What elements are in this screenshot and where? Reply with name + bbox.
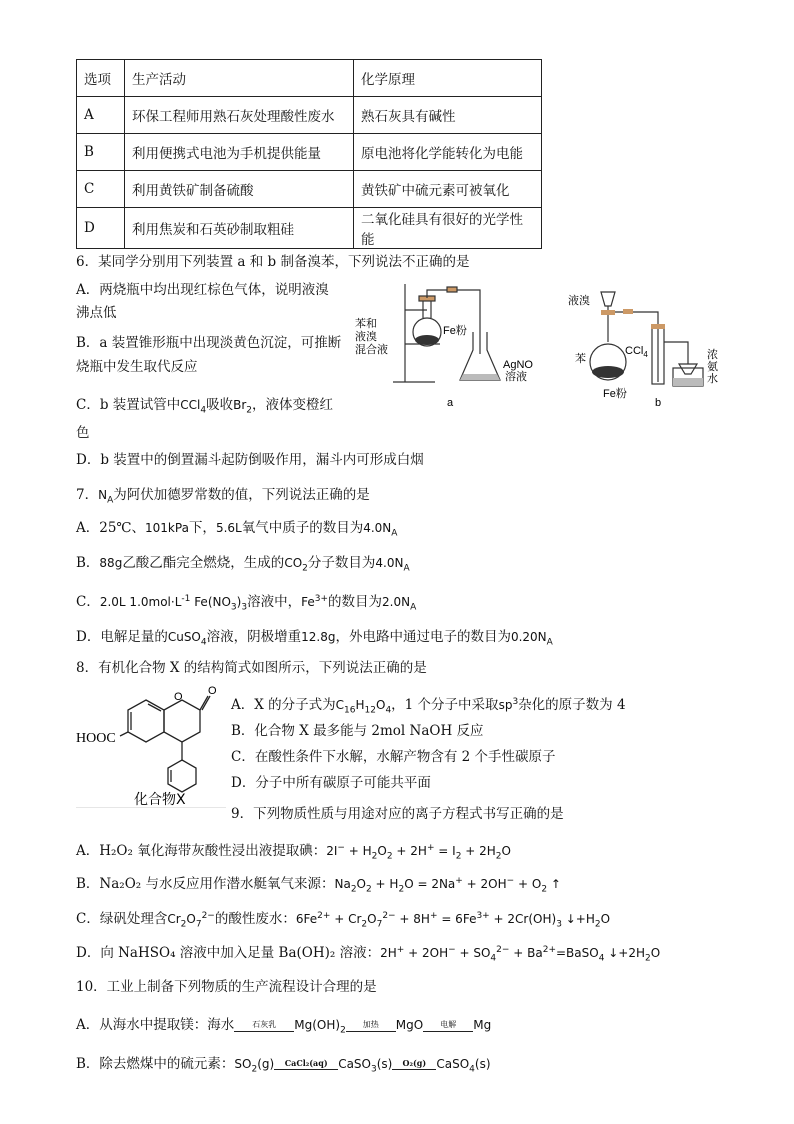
text: ，液体变橙红 xyxy=(252,397,333,413)
q10-option-b: B．除去燃煤中的硫元素：$SO_2(g)$ CaCl₂(aq) CaSO$_3$(s) O₂(g) CaSO$_4$(s) xyxy=(76,1056,491,1075)
q7-option-d: D．电解足量的CuSO$_4$溶液，阴极增重12.8g，外电路中通过电子的数目为$0.20N_A$ xyxy=(76,629,553,648)
text: C．b 装置试管中 xyxy=(76,397,181,413)
table-cell: 熟石灰具有碱性 xyxy=(354,97,542,134)
text: B． xyxy=(76,555,100,571)
text: 分子数目为 xyxy=(307,555,376,571)
q9-option-c: C．绿矾处理含$Cr_2O_7^{2-}$的酸性废水：$6Fe^{2+} + Cr_2O_7^{2-} + 8H^+ = 6Fe^{3+} + 2Cr(OH)_3$ $↓+H_2O$ xyxy=(76,911,611,930)
text: 溶液中， xyxy=(247,594,302,610)
q9-stem: 9．下列物质性质与用途对应的离子方程式书写正确的是 xyxy=(231,806,564,822)
arrow-reagent-lime: 石灰乳 xyxy=(252,1020,277,1029)
label-mixture: 混合液 xyxy=(355,344,388,356)
text: 下， xyxy=(188,520,216,536)
text: ，外电路中通过电子的数目为 xyxy=(335,629,511,645)
label-benzene: 苯和 xyxy=(355,318,377,330)
table-cell: 原电池将化学能转化为电能 xyxy=(354,134,542,171)
q9-option-d: D．向 NaHSO₄ 溶液中加入足量 Ba(OH)₂ 溶液：$2H^+ + 2OH^- + SO_4^{2-}$ + $Ba^{2+}=BaSO_4$ $↓+2H_2O$ xyxy=(76,945,661,964)
table-cell: 利用焦炭和石英砂制取粗硅 xyxy=(125,208,354,249)
arrow-heat: 加热 xyxy=(362,1020,379,1029)
table-row xyxy=(77,208,542,249)
text: 的数目为 xyxy=(328,594,382,610)
q8-stem: 8．有机化合物 X 的结构简式如图所示，下列说法正确的是 xyxy=(76,660,427,676)
text: 氧气中质子的数目为 xyxy=(241,520,364,536)
cooh-group: HOOC xyxy=(76,731,116,746)
q6-option-b-cont: 烧瓶中发生取代反应 xyxy=(76,359,198,375)
text: ，1 个分子中采取 xyxy=(391,697,499,713)
q6-option-a-cont: 沸点低 xyxy=(76,305,117,321)
q10-stem: 10．工业上制备下列物质的生产流程设计合理的是 xyxy=(76,979,377,995)
label-ccl4: CCl$_4$ xyxy=(625,345,648,359)
arrow-electrolysis: 电解 xyxy=(440,1020,457,1029)
label-liquid-bromine: 液溴 xyxy=(568,295,590,307)
q6-option-d: D．b 装置中的倒置漏斗起防倒吸作用，漏斗内可形成白烟 xyxy=(76,452,424,468)
q6-stem: 6．某同学分别用下列装置 a 和 b 制备溴苯，下列说法不正确的是 xyxy=(76,254,470,270)
q8-option-c: C．在酸性条件下水解，水解产物含有 2 个手性碳原子 xyxy=(231,749,556,765)
text: 为阿伏加德罗常数的值，下列说法正确的是 xyxy=(113,487,370,503)
compound-x-structure xyxy=(76,680,226,808)
compound-x-label: 化合物X xyxy=(134,792,186,808)
liquid-mixture xyxy=(415,335,439,345)
q8-option-a: A．X 的分子式为$C_{16}H_{12}O_4$，1 个分子中采取$sp^3$杂化的原子数为 4 xyxy=(231,697,626,716)
carbonyl-oxygen: O xyxy=(208,685,217,697)
label-water: 水 xyxy=(707,373,718,385)
text: D．电解足量的 xyxy=(76,629,168,645)
label-agno3: AgNO xyxy=(503,359,533,371)
q7-option-a: A．25℃、101kPa下，5.6L氧气中质子的数目为$4.0N_A$ xyxy=(76,520,398,539)
table-cell: D xyxy=(77,208,125,249)
apparatus-b-figure xyxy=(563,282,743,412)
table-row xyxy=(77,171,542,208)
q10-option-a: A．从海水中提取镁：海水 石灰乳 $Mg(OH)_2$ 加热 MgO 电解 Mg xyxy=(76,1017,492,1036)
q5-table xyxy=(76,59,542,249)
q8-option-d: D．分子中所有碳原子可能共平面 xyxy=(231,775,431,791)
table-cell: A xyxy=(77,97,125,134)
q8-option-b: B．化合物 X 最多能与 2mol NaOH 反应 xyxy=(231,723,484,739)
label-fe-powder: Fe粉 xyxy=(443,325,467,337)
q6-option-c: C．b 装置试管中CCl$_4$吸收$Br_2$，液体变橙红 xyxy=(76,397,333,416)
text: C． xyxy=(76,594,100,610)
q9-option-b: B．Na₂O₂ 与水反应用作潜水艇氧气来源：$Na_2O_2 + H_2O = 2Na^+ + 2OH^- + O_2$ ↑ xyxy=(76,876,561,895)
text: CCl xyxy=(625,345,644,357)
header-cell: 化学原理 xyxy=(354,60,542,97)
table-cell: C xyxy=(77,171,125,208)
table-cell: B xyxy=(77,134,125,171)
q6-option-b: B．a 装置锥形瓶中出现淡黄色沉淀，可推断 xyxy=(76,335,342,351)
text: A．H₂O₂ 氧化海带灰酸性浸出液提取碘： xyxy=(76,843,327,859)
q7-stem: 7．$N_A$为阿伏加德罗常数的值，下列说法正确的是 xyxy=(76,487,370,506)
text: 杂化的原子数为 4 xyxy=(518,697,626,713)
text: C．绿矾处理含 xyxy=(76,911,168,927)
text: D．向 NaHSO₄ 溶液中加入足量 Ba(OH)₂ 溶液： xyxy=(76,945,381,961)
text: B．Na₂O₂ 与水反应用作潜水艇氧气来源： xyxy=(76,876,335,892)
table-cell: 利用便携式电池为手机提供能量 xyxy=(125,134,354,171)
label-benzene: 苯 xyxy=(575,353,586,365)
table-row xyxy=(77,134,542,171)
text: A．从海水中提取镁：海水 xyxy=(76,1017,235,1033)
label-ammonia: 氨 xyxy=(707,361,718,373)
table-cell: 二氧化硅具有很好的光学性能 xyxy=(354,208,542,249)
header-cell: 选项 xyxy=(77,60,125,97)
text: B．除去燃煤中的硫元素： xyxy=(76,1056,235,1072)
text: A．X 的分子式为 xyxy=(231,697,336,713)
label-bromine: 液溴 xyxy=(355,331,377,343)
table-cell: 环保工程师用熟石灰处理酸性废水 xyxy=(125,97,354,134)
label-conc: 浓 xyxy=(707,349,718,361)
text: 吸收 xyxy=(206,397,234,413)
label-solution: 溶液 xyxy=(505,371,527,383)
label-a: a xyxy=(447,397,454,409)
table-row xyxy=(77,97,542,134)
q7-option-c: C．2.0L $1.0mol\cdot L^{-1}$ $Fe(NO_3)_3$溶液中，$Fe^{3+}$的数目为$2.0N_A$ xyxy=(76,594,417,613)
ring-oxygen: O xyxy=(174,691,183,703)
arrow-reagent-cacl2: CaCl₂(aq) xyxy=(284,1058,328,1068)
header-cell: 生产活动 xyxy=(125,60,354,97)
q9-option-a: A．H₂O₂ 氧化海带灰酸性浸出液提取碘：$2I^- + H_2O_2 + 2H^+ = I_2 + 2H_2O$ xyxy=(76,843,511,862)
label-b: b xyxy=(655,397,662,409)
label-fe-powder: Fe粉 xyxy=(603,388,627,400)
q7-option-b: B．88g乙酸乙酯完全燃烧，生成的$CO_2$分子数目为$4.0N_A$ xyxy=(76,555,410,574)
table-cell: 黄铁矿中硫元素可被氧化 xyxy=(354,171,542,208)
table-cell: 利用黄铁矿制备硫酸 xyxy=(125,171,354,208)
text: 乙酸乙酯完全燃烧，生成的 xyxy=(122,555,285,571)
text: 溶液，阴极增重 xyxy=(206,629,302,645)
arrow-reagent-o2: O₂(g) xyxy=(402,1058,427,1068)
q6-option-a: A．两烧瓶中均出现红棕色气体，说明液溴 xyxy=(76,282,329,298)
table-header-row xyxy=(77,60,542,97)
q6-option-c-cont: 色 xyxy=(76,425,90,441)
text: 的酸性废水： xyxy=(214,911,296,927)
liquid-benzene xyxy=(592,366,624,378)
apparatus-a-figure xyxy=(355,282,555,412)
text: A．25℃、 xyxy=(76,520,146,536)
